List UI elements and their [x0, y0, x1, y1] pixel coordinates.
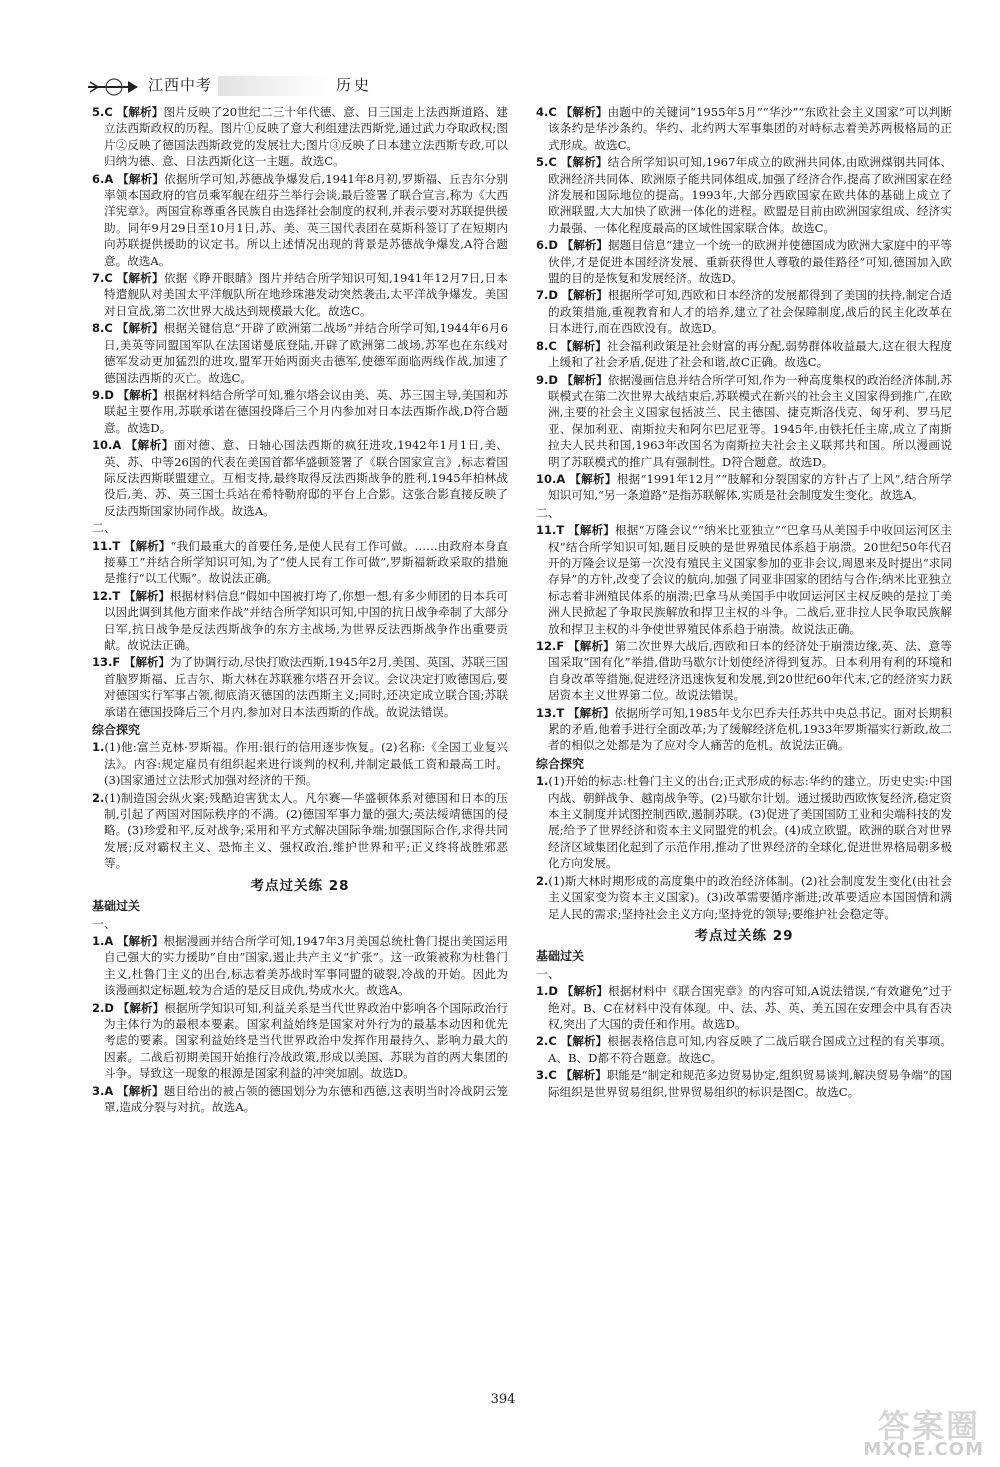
- left-explore-heading: 综合探究: [92, 723, 141, 738]
- left-part2-label: 二、: [92, 521, 117, 536]
- item-number: 2.: [536, 1034, 549, 1049]
- analysis-tag: 【解析】: [560, 1034, 608, 1049]
- analysis-tag: 【解析】: [560, 1068, 607, 1083]
- answer-item: [92, 320, 508, 386]
- right-basic-label: 基础过关: [536, 949, 585, 964]
- item-text: 根据漫画并结合所学可知,1947年3月美国总统杜鲁门提出美国运用自己强大的实力援助“自由”国家,遏止共产主义“扩张”。这一政策被称为杜鲁门主义,杜鲁门主义的出台,标志着美苏战时军事同盟的破裂,冷战的开始。因此为该漫画拟定标题,较为合适的是反目成仇,势成水火。故选A。: [104, 933, 509, 998]
- item-answer: D: [548, 288, 558, 303]
- item-text: (1)制造国会纵火案;残酷迫害犹太人。凡尔赛—华盛顿体系对德国和日本的压制,引起了两国对国际秩序的不满。(2)德国军事力量的强大;英法绥靖德国的侵略。(3)珍爱和平,反对战争;采用和平方式解决国际争端;加强国际合作,求得共同发展;反对霸权主义、恐怖主义、强权政治,维护世界和平;正义终将战胜邪恶等。: [104, 790, 508, 871]
- item-text: 依据所学可知,1985年戈尔巴乔夫任苏共中央总书记。面对长期积累的矛盾,他着手进行全面改革;为了缓解经济危机,1933年罗斯福实行新政,故二者的相似之处都是为了应对令人痛苦的危机。故说法正确。: [548, 705, 952, 753]
- item-number: 7.: [536, 288, 549, 303]
- answer-item: [536, 154, 952, 236]
- item-text: 根据材料信息“假如中国被打垮了,你想一想,有多少师团的日本兵可以因此调到其他方面来作战”并结合所学知识可知,中国的抗日战争牵制了大部分日军,抗日战争是反法西斯战争的东方主战场,为世界反法西斯战争作出重要贡献。故说法正确。: [104, 588, 508, 652]
- answer-item: [92, 790, 508, 872]
- item-number: 10.: [92, 438, 113, 453]
- item-answer: C: [104, 105, 113, 119]
- item-text: (1)他:富兰克林·罗斯福。作用:银行的信用逐步恢复。(2)名称:《全国工业复兴法》。内容:规定雇员有组织起来进行谈判的权利,并制定最低工资和最高工时。(3)国家通过立法形式加强对经济的干预。: [104, 740, 508, 788]
- analysis-tag: 【解析】: [560, 338, 607, 353]
- answer-item: [536, 287, 952, 336]
- analysis-tag: 【解析】: [116, 105, 164, 119]
- item-number: 4.: [536, 105, 549, 119]
- left-explore-answers: [92, 739, 508, 871]
- item-text: 图片反映了20世纪二三十年代德、意、日三国走上法西斯道路、建立法西斯政权的历程。图片①反映了意大利组建法西斯党,通过武力夺取政权;图片②反映了德国法西斯政党的发展壮大;图片③反映了日本建立法西斯专政,可以归纳为德、意、日法西斯化这一主题。故选C。: [104, 105, 509, 169]
- item-answer: A: [104, 933, 114, 948]
- item-text: 第二次世界大战后,西欧和日本的经济处于崩溃边缘,英、法、意等国采取“国有化”举措,借助马歇尔计划使经济得到复苏。日本利用有利的环境和自身改革等措施,促进经济迅速恢复和发展,到20世纪60年代末,它的经济实力跃居资本主义世界第二位。故说法错误。: [548, 639, 953, 703]
- left-column: [92, 104, 508, 1116]
- analysis-tag: 【解析】: [116, 271, 164, 286]
- item-text: 据题目信息“建立一个统一的欧洲并使德国成为欧洲大家庭中的平等伙伴,才是促进本国经济发展、重新获得世人尊敬的最佳路径”可知,德国加入欧盟的目的是恢复和发展经济。故选D。: [548, 238, 953, 286]
- item-answer: C: [104, 271, 113, 286]
- analysis-tag: 【解析】: [561, 288, 608, 303]
- answer-item: [536, 773, 952, 871]
- analysis-tag: 【解析】: [569, 471, 617, 486]
- item-text: 根据“1991年12月”“肢解和分裂国家的方针占了上风”,结合所学知识可知,“另一条道路”是指苏联解体,实质是社会制度发生变化。故选A。: [548, 471, 952, 503]
- item-answer: A: [104, 171, 114, 186]
- item-answer: D: [104, 387, 114, 402]
- item-number: 6.: [92, 171, 105, 186]
- item-answer: C: [548, 1068, 557, 1083]
- answer-item: [92, 270, 508, 319]
- item-text: 依据所学可知,苏德战争爆发后,1941年8月初,罗斯福、丘吉尔分别率领本国政府的官员乘军舰在纽芬兰举行会谈,最后签署了联合宣言,称为《大西洋宪章》。两国宣称尊重各民族自由选择社会制度的权利,并表示要对苏联提供援助。同年9月29日至10月1日,苏、美、英三国代表团在莫斯科签订了在短期内向苏联提供援助的议定书。所以上述情况出现的背景是苏德战争爆发,A符合题意。故选A。: [104, 171, 508, 268]
- item-text: 根据材料结合所学可知,雅尔塔会议由美、英、苏三国主导,美国和苏联起主要作用,苏联承诺在德国投降后三个月内参加对日本法西斯作战,D符合题意。故选D。: [104, 387, 509, 435]
- answer-item: [92, 538, 508, 587]
- item-number: 13.: [536, 705, 557, 720]
- section-28-title: 考点过关练 28: [250, 877, 350, 894]
- answer-item: [536, 705, 952, 754]
- watermark: [844, 1401, 994, 1463]
- analysis-tag: 【解析】: [123, 588, 170, 603]
- item-number: 3.: [92, 1083, 105, 1098]
- item-answer: C: [548, 338, 557, 353]
- item-number: 11.: [536, 523, 557, 538]
- item-text: (1)开始的标志:杜鲁门主义的出台;正式形成的标志:华约的建立。历史史实:中国内战、朝鲜战争、越南战争等。(2)马歇尔计划。通过援助西欧恢复经济,稳定资本主义制度并试图控制西欧,遏制苏联。(3)促进了美国国防工业和尖端科技的发展;给予了世界经济和资本主义同盟党的机会。(4)成立欧盟。欧洲的联合对世界经济区域集团化起到了示范作用,推动了世界经济的全球化,促进世界格局朝多极化方向发展。: [548, 774, 952, 871]
- analysis-tag: 【解析】: [561, 984, 609, 999]
- left-basic-label: 基础过关: [92, 899, 141, 914]
- item-answer: T: [556, 523, 565, 538]
- item-answer: A: [104, 1083, 114, 1098]
- answer-item: [92, 1083, 508, 1116]
- analysis-tag: 【解析】: [116, 321, 164, 336]
- item-text: 根据材料中《联合国宪章》的内容可知,A说法错误,“有效避免”过于绝对。B、C在材料中没有体现。中、法、苏、英、美五国在安理会中具有否决权,突出了大国的责任和作用。故选D。: [548, 984, 953, 1031]
- answer-item: [92, 104, 508, 170]
- answer-item: [92, 654, 508, 720]
- item-number: 6.: [536, 238, 549, 253]
- item-number: 13.: [92, 655, 113, 670]
- item-number: 1.: [92, 740, 105, 755]
- answer-item: [536, 471, 952, 504]
- answer-item: [536, 873, 952, 922]
- item-number: 1.: [536, 984, 549, 999]
- analysis-tag: 【解析】: [117, 1083, 164, 1098]
- section-29-answers: [536, 983, 952, 1100]
- arrow-logo-icon: [88, 76, 138, 98]
- item-text: 根据所学知识可知,利益关系是当代世界政治中影响各个国际政治行为主体行为的最根本要素。国家利益始终是国家对外行为的最基本动因和优先考虑的要素。国家利益始终是当代世界政治中发挥作用最持久、影响力最大的因素。二战后初期美国开始推行冷战政策,形成以美国、苏联为首的两大集团的斗争。导致这一现象的根源是国家利益的冲突加剧。故选D。: [104, 1000, 508, 1081]
- right-choice-answers: [536, 104, 952, 504]
- item-answer: T: [556, 705, 565, 720]
- answer-item: [92, 588, 508, 654]
- item-answer: C: [104, 321, 113, 336]
- page-number: 394: [490, 1392, 516, 1407]
- answer-item: [536, 237, 952, 286]
- item-answer: C: [548, 1034, 557, 1049]
- item-answer: F: [556, 639, 565, 653]
- analysis-tag: 【解析】: [117, 1000, 165, 1015]
- analysis-tag: 【解析】: [561, 238, 608, 253]
- answer-item: [536, 104, 952, 153]
- analysis-tag: 【解析】: [117, 171, 165, 186]
- analysis-tag: 【解析】: [561, 372, 608, 387]
- watermark-url: MXQE.COM: [863, 1439, 984, 1460]
- answer-item: [92, 933, 508, 999]
- item-number: 9.: [536, 372, 549, 387]
- item-number: 9.: [92, 387, 105, 402]
- answer-item: [536, 372, 952, 470]
- analysis-tag: 【解析】: [560, 105, 608, 119]
- item-text: 依据漫画信息并结合所学可知,作为一种高度集权的政治经济体制,苏联模式在第二次世界大战结束后,苏联模式在新兴的社会主义国家得到推广,在欧洲,主要的社会主义国家包括波兰、民主德国、捷克斯洛伐克、匈牙利、罗马尼亚、保加利亚、南斯拉夫和阿尔巴尼亚等。1945年,由铁托任主席,成立了南斯拉夫人民共和国,1963年改国名为南斯拉夫社会主义联邦共和国。所以漫画说明了苏联模式的推广具有强制性。D符合题意。故选D。: [548, 372, 953, 469]
- item-number: 12.: [536, 639, 557, 653]
- series-name: 江西中考: [148, 76, 213, 94]
- item-text: (1)斯大林时期形成的高度集中的政治经济体制。(2)社会制度发生变化(由社会主义国家变为资本主义国家)。(3)改革需要循序渐进;改革要适应本国国情和满足人民的需求;坚持社会主义方向;坚持党的领导;要维护社会稳定等。: [548, 873, 952, 921]
- answer-item: [536, 983, 952, 1032]
- item-text: 社会福利政策是社会财富的再分配,弱势群体收益最大,这在很大程度上缓和了社会矛盾,促进了社会和谐,故C正确。故选C。: [548, 338, 953, 370]
- item-text: 面对德、意、日轴心国法西斯的疯狂进攻,1942年1月1日,美、英、苏、中等26国的代表在美国首都华盛顿签署了《联合国家宣言》,标志着国际反法西斯联盟建立。互相支持,最终取得反法西斯战争的胜利,1945年柏林战役后,美、苏、英三国士兵站在希特勒府邸的平台上合影。这张合影直接反映了反法西斯国家协同作战。故选A。: [104, 438, 508, 518]
- item-answer: T: [112, 538, 121, 553]
- item-text: 依据《睁开眼睛》图片并结合所学知识可知,1941年12月7日,日本特遣舰队对美国太平洋舰队所在地珍珠港发动突然袭击,太平洋战争爆发。美国对日宣战,第二次世界大战达到规模最大化。故选C。: [104, 271, 509, 318]
- item-text: 根据表格信息可知,内容反映了二战后联合国成立过程的有关事项。A、B、D都不符合题意。故选C。: [548, 1034, 952, 1065]
- item-number: 7.: [92, 271, 105, 286]
- analysis-tag: 【解析】: [560, 155, 608, 170]
- item-number: 2.: [536, 873, 549, 888]
- answer-item: [92, 437, 508, 519]
- item-number: 5.: [536, 155, 549, 170]
- item-text: 根据“万隆会议”“纳米比亚独立”“巴拿马从美国手中收回运河区主权”结合所学知识可知,题目反映的是世界殖民体系趋于崩溃。20世纪50年代召开的万隆会议是第一次没有殖民主义国家参加的亚非会议,周恩来及时提出“求同存异”的方针,改变了会议的航向,加强了同亚非国家的团结与合作;纳米比亚独立标志着非洲殖民体系的崩溃;巴拿马从美国手中收回运河区主权反映的是拉丁美洲人民掀起了争取民族解放和捍卫主权的斗争。二战后,亚非拉人民争取民族解放和捍卫主权的斗争使世界殖民体系趋于崩溃。故说法正确。: [548, 523, 953, 636]
- left-part1-label: 一、: [92, 916, 117, 931]
- header-band: [218, 76, 328, 96]
- page-header: [88, 70, 488, 104]
- item-number: 10.: [536, 471, 557, 486]
- answer-item: [536, 522, 952, 637]
- item-number: 8.: [536, 338, 549, 353]
- item-text: 职能是“制定和规范多边贸易协定,组织贸易谈判,解决贸易争端”的国际组织是世界贸易组织,世界贸易组织的标识是图C。故选C。: [548, 1068, 953, 1099]
- right-part2-label: 二、: [536, 505, 561, 520]
- answer-item: [92, 171, 508, 269]
- answer-item: [92, 739, 508, 788]
- section-28-answers: [92, 933, 508, 1115]
- analysis-tag: 【解析】: [568, 639, 615, 653]
- subject-name: 历史: [336, 76, 373, 94]
- item-number: 8.: [92, 321, 105, 336]
- analysis-tag: 【解析】: [117, 933, 164, 948]
- answer-item: [536, 338, 952, 371]
- item-text: 由题中的关键词“1955年5月”“华沙”“东欧社会主义国家”可以判断该条约是华沙条约。华约、北约两大军事集团的对峙标志着美苏两极格局的正式形成。故选C。: [548, 105, 952, 152]
- item-number: 2.: [92, 790, 105, 805]
- right-explore-heading: 综合探究: [536, 756, 585, 771]
- answer-item: [536, 1033, 952, 1066]
- item-text: 结合所学知识可知,1967年成立的欧洲共同体,由欧洲煤钢共同体、欧洲经济共同体、欧洲原子能共同体组成,加强了经济合作,提高了欧洲国家在经济发展和国际地位的提高。1993年,大部分西欧国家在欧共体的基础上成立了欧洲联盟,大大加快了欧洲一体化的进程。欧盟是目前由欧洲国家组成、经济实力最强、一体化程度最高的区域性国家联合体。故选C。: [548, 155, 953, 235]
- item-answer: C: [548, 105, 557, 119]
- item-answer: D: [548, 984, 558, 999]
- item-number: 1.: [92, 933, 105, 948]
- right-column: [536, 104, 952, 1101]
- answer-item: [536, 638, 952, 704]
- left-choice-answers: [92, 104, 508, 519]
- answer-item: [92, 1000, 508, 1082]
- item-answer: T: [112, 588, 121, 603]
- item-number: 3.: [536, 1068, 549, 1083]
- item-text: 为了协调行动,尽快打败法西斯,1945年2月,美国、英国、苏联三国首脑罗斯福、丘吉尔、斯大林在苏联雅尔塔召开会议。会议决定打败德国后,要对德国实行军事占领,彻底消灭德国的法西斯主义;同时,还决定成立联合国;苏联承诺在德国投降后三个月内,参加对日本法西斯的作战。故说法错误。: [104, 655, 509, 719]
- item-answer: A: [556, 471, 566, 486]
- analysis-tag: 【解析】: [123, 655, 170, 670]
- item-answer: D: [548, 238, 558, 253]
- analysis-tag: 【解析】: [568, 705, 615, 720]
- item-text: 根据关键信息“开辟了欧洲第二战场”并结合所学可知,1944年6月6日,美英等同盟国军队在法国诺曼底登陆,开辟了欧洲第二战场,苏军也在东线对德军发动更加猛烈的进攻,盟军开始两面夹击德军,使德军面临两线作战,加速了德国法西斯的灭亡。故选C。: [104, 321, 509, 385]
- item-number: 1.: [536, 774, 549, 789]
- left-tf-answers: [92, 538, 508, 720]
- analysis-tag: 【解析】: [124, 538, 171, 553]
- item-answer: A: [112, 438, 122, 453]
- analysis-tag: 【解析】: [125, 438, 174, 453]
- answer-item: [92, 387, 508, 436]
- item-text: 题目给出的被占领的德国划分为东德和西德,这表明当时冷战阴云笼罩,造成分裂与对抗。故选A。: [104, 1083, 508, 1114]
- item-answer: C: [548, 155, 557, 170]
- item-answer: F: [112, 655, 121, 670]
- right-tf-answers: [536, 522, 952, 754]
- answer-item: [536, 1067, 952, 1100]
- right-explore-answers: [536, 773, 952, 922]
- analysis-tag: 【解析】: [117, 387, 164, 402]
- section-29-title: 考点过关练 29: [694, 927, 794, 944]
- item-number: 11.: [92, 538, 113, 553]
- item-answer: D: [104, 1000, 114, 1015]
- item-text: 根据所学可知,西欧和日本经济的发展都得到了美国的扶持,制定合适的政策措施,重视教育和人才的培养,建立了社会保障制度,战后的民主化改革在日本进行,而在西欧没有。故选D。: [548, 288, 953, 336]
- item-number: 12.: [92, 588, 113, 603]
- analysis-tag: 【解析】: [568, 523, 615, 538]
- watermark-logo-text: 答案圈: [877, 1407, 980, 1445]
- item-number: 2.: [92, 1000, 105, 1015]
- item-answer: D: [548, 372, 558, 387]
- item-text: “我们最重大的首要任务,是使人民有工作可做。……由政府本身直接募工”并结合所学知识可知,为了“使人民有工作可做”,罗斯福新政采取的措施是推行“以工代赈”。故说法正确。: [104, 538, 509, 586]
- item-number: 5.: [92, 105, 105, 119]
- right-part1-label: 一、: [536, 966, 561, 981]
